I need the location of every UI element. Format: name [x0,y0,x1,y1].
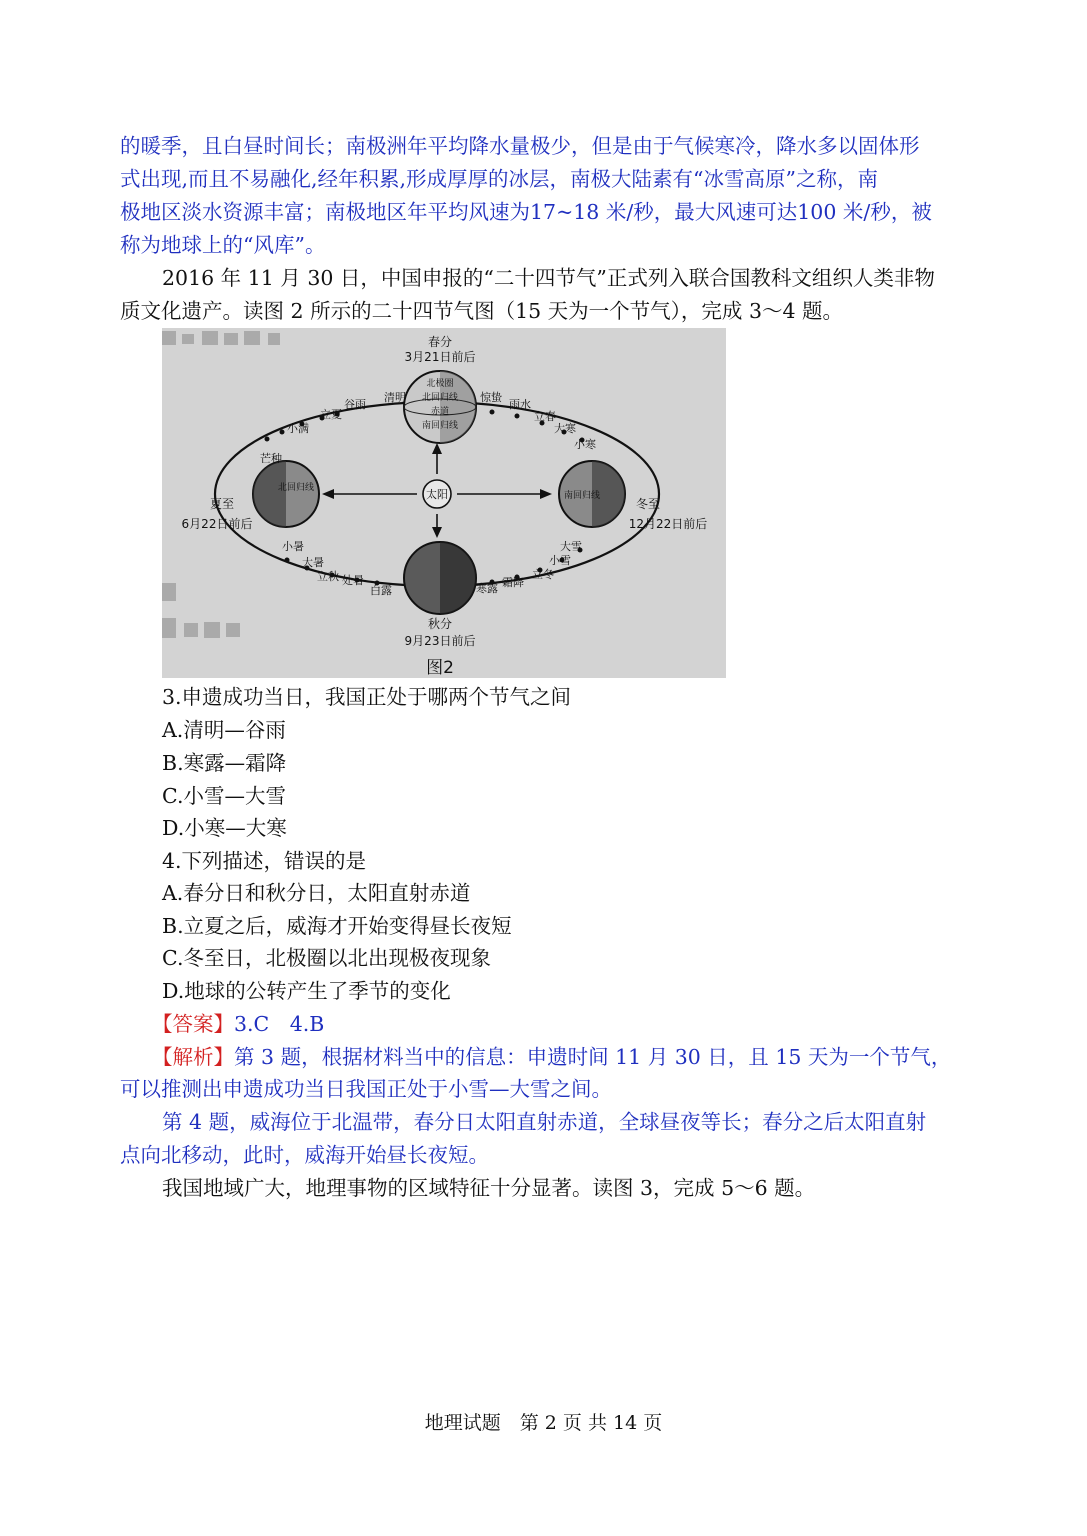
sun-label: 太阳 [426,488,448,501]
svg-text:赤道: 赤道 [430,407,450,417]
answer-tag: 【答案】 [152,1012,234,1036]
analysis-line: 可以推测出申遗成功当日我国正处于小雪—大雪之间。 [120,1077,612,1101]
globe-summer [253,461,319,527]
analysis-tag: 【解析】 [152,1045,234,1069]
svg-text:立秋: 立秋 [317,570,339,583]
paragraph-line: 质文化遗产。读图 2 所示的二十四节气图（15 天为一个节气），完成 3～4 题。 [120,299,844,323]
question-4-option-b: B.立夏之后，威海才开始变得昼长夜短 [162,914,512,938]
label-autumn: 秋分 [427,617,453,631]
question-3-option-a: A.清明—谷雨 [162,718,286,742]
svg-text:立夏: 立夏 [320,408,342,421]
paragraph-line: 极地区淡水资源丰富；南极地区年平均风速为17~18 米/秒，最大风速可达100 米/秒，被 [120,200,932,224]
analysis-line: 第 4 题，威海位于北温带，春分日太阳直射赤道，全球昼夜等长；春分之后太阳直射 [162,1110,927,1134]
date-spring: 3月21日前后 [404,350,476,364]
page-footer: 地理试题 第 2 页 共 14 页 [424,1412,663,1434]
svg-text:处暑: 处暑 [342,574,364,587]
question-4-stem: 4.下列描述，错误的是 [162,849,367,873]
svg-text:小满: 小满 [287,422,309,435]
globe-autumn [404,542,476,614]
svg-text:雨水: 雨水 [509,398,531,411]
svg-text:大寒: 大寒 [554,422,576,435]
globe-spring [404,371,476,443]
svg-text:清明: 清明 [384,391,406,404]
paragraph-line: 的暖季，且白昼时间长；南极洲年平均降水量极少，但是由于气候寒冷，降水多以固体形 [120,134,920,158]
svg-text:谷雨: 谷雨 [344,398,366,411]
svg-text:小暑: 小暑 [282,540,304,553]
solar-terms-diagram [162,328,726,678]
question-3-option-d: D.小寒—大寒 [162,816,287,840]
svg-text:北回归线: 北回归线 [277,483,315,493]
paragraph-line: 称为地球上的“风库”。 [120,233,326,257]
figure-caption: 图2 [426,658,454,678]
svg-text:芒种: 芒种 [260,452,282,465]
analysis-line [152,1041,951,1074]
paragraph-line: 2016 年 11 月 30 日，中国申报的“二十四节气”正式列入联合国教科文组织人类非物 [162,266,935,290]
analysis-line: 点向北移动，此时，威海开始昼长夜短。 [120,1143,489,1167]
label-summer: 夏至 [209,497,235,511]
svg-text:大暑: 大暑 [302,556,324,569]
label-winter: 冬至 [635,497,661,511]
analysis-text: 第 3 题，根据材料当中的信息：申遗时间 11 月 30 日，且 15 天为一个节气， [234,1045,952,1069]
svg-text:北回归线: 北回归线 [421,393,459,403]
globe-winter [559,461,625,527]
svg-text:南回归线: 南回归线 [421,421,459,431]
svg-text:北极圈: 北极圈 [426,379,454,389]
svg-text:白露: 白露 [370,584,392,597]
svg-text:小雪: 小雪 [549,554,571,567]
date-winter: 12月22日前后 [628,517,708,531]
answer-line [152,1008,324,1041]
question-4-option-d: D.地球的公转产生了季节的变化 [162,979,451,1003]
question-4-option-a: A.春分日和秋分日，太阳直射赤道 [162,881,471,905]
answer-value: 3.C 4.B [234,1012,325,1036]
question-3-stem: 3.申遗成功当日，我国正处于哪两个节气之间 [162,685,572,709]
question-3-option-c: C.小雪—大雪 [162,784,286,808]
svg-text:南回归线: 南回归线 [563,491,601,501]
solar-terms-figure [162,328,726,678]
svg-text:立春: 立春 [534,410,556,423]
svg-text:大雪: 大雪 [560,540,582,553]
question-4-option-c: C.冬至日，北极圈以北出现极夜现象 [162,946,491,970]
paragraph-line: 我国地域广大，地理事物的区域特征十分显著。读图 3，完成 5～6 题。 [162,1176,816,1200]
svg-text:立冬: 立冬 [532,568,554,581]
date-autumn: 9月23日前后 [404,634,476,648]
svg-text:霜降: 霜降 [502,576,524,589]
date-summer: 6月22日前后 [181,517,253,531]
svg-text:寒露: 寒露 [476,582,498,595]
paragraph-line: 式出现,而且不易融化,经年积累,形成厚厚的冰层，南极大陆素有“冰雪高原”之称，南 [120,167,879,191]
question-3-option-b: B.寒露—霜降 [162,751,287,775]
label-spring: 春分 [427,335,453,349]
svg-text:惊蛰: 惊蛰 [480,391,502,404]
svg-text:小寒: 小寒 [574,438,596,451]
